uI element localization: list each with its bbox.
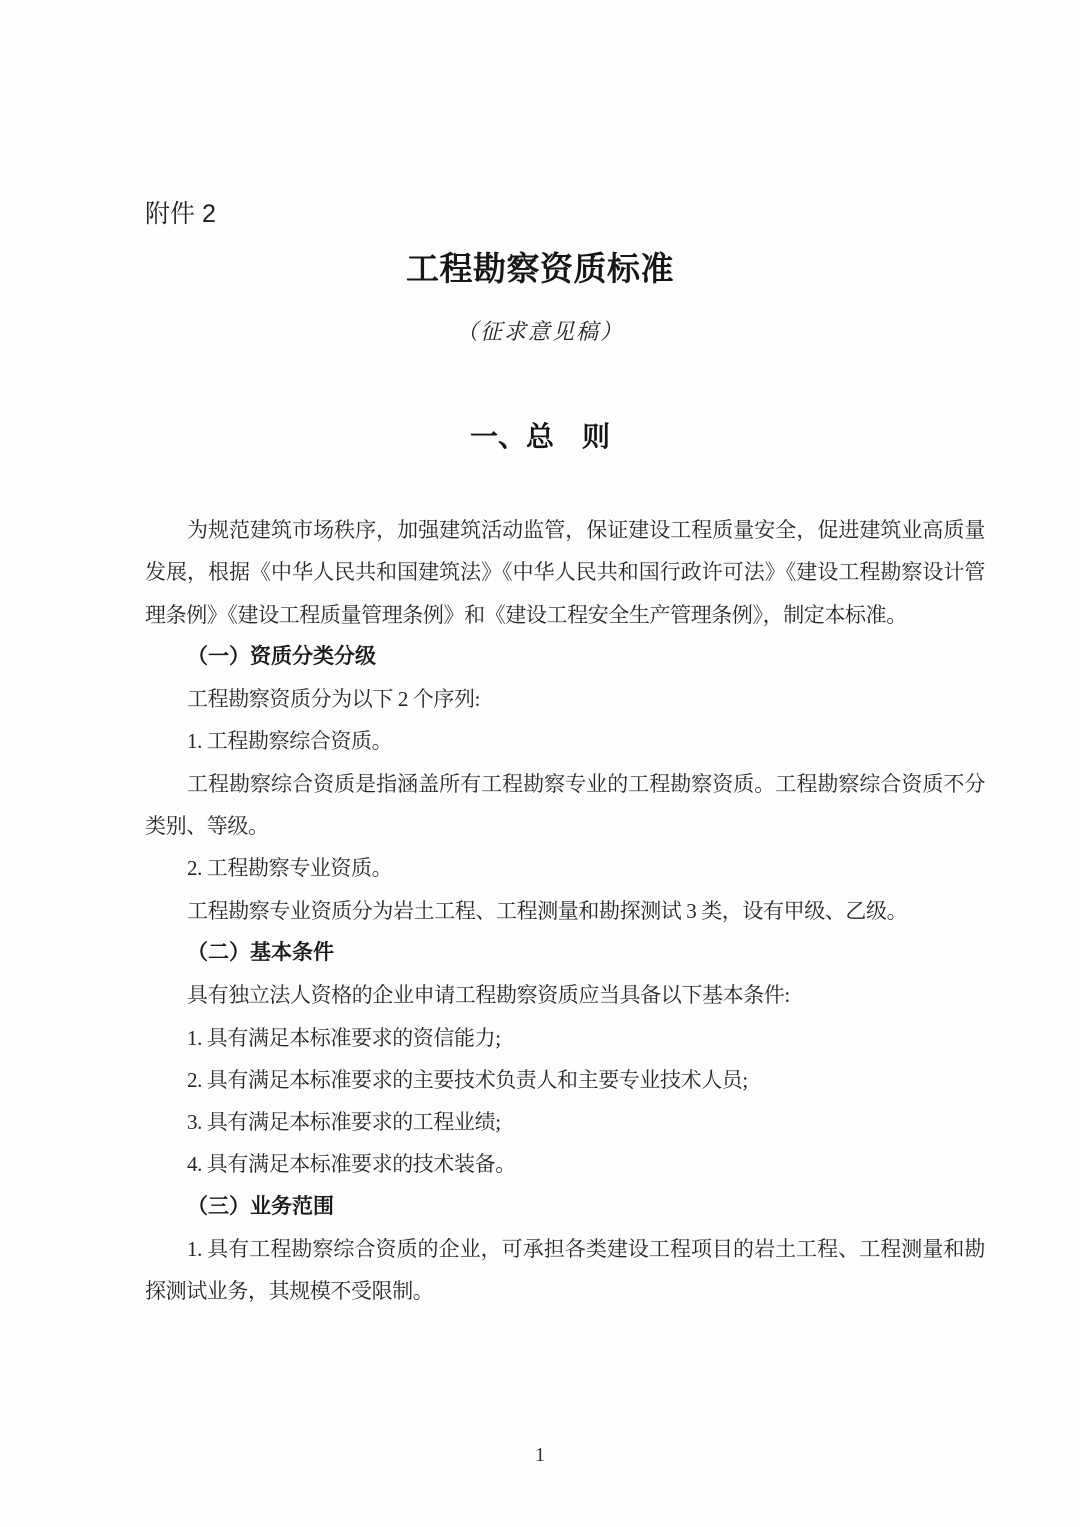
attachment-label: 附件 2 bbox=[145, 200, 216, 228]
paragraph: 工程勘察专业资质分为岩土工程、工程测量和勘探测试 3 类，设有甲级、乙级。 bbox=[187, 898, 908, 923]
paragraph: 1. 具有工程勘察综合资质的企业，可承担各类建设工程项目的岩土工程、工程测量和勘探测试业务，其规模不受限制。 bbox=[145, 1237, 985, 1304]
page-number: 1 bbox=[535, 1444, 545, 1466]
paragraph: 工程勘察资质分为以下 2 个序列: bbox=[187, 687, 481, 712]
document-title: 工程勘察资质标准 bbox=[406, 252, 674, 288]
document-body bbox=[145, 509, 985, 1313]
paragraph: 1. 具有满足本标准要求的资信能力; bbox=[187, 1025, 501, 1050]
paragraph: 2. 具有满足本标准要求的主要技术负责人和主要专业技术人员; bbox=[187, 1067, 748, 1092]
paragraph: 3. 具有满足本标准要求的工程业绩; bbox=[187, 1110, 501, 1135]
paragraph: 为规范建筑市场秩序，加强建筑活动监管，保证建设工程质量安全，促进建筑业高质量发展，根据《中华人民共和国建筑法》《中华人民共和国行政许可法》《建设工程勘察设计管理条例》《建设工程质量管理条例》和《建设工程安全生产管理条例》，制定本标准。 bbox=[145, 518, 985, 627]
paragraph: 具有独立法人资格的企业申请工程勘察资质应当具备以下基本条件: bbox=[187, 983, 790, 1008]
paragraph: 4. 具有满足本标准要求的技术装备。 bbox=[187, 1152, 516, 1177]
subsection-heading: （一）资质分类分级 bbox=[187, 644, 376, 668]
subsection-heading: （二）基本条件 bbox=[187, 940, 334, 964]
subsection-heading: （三）业务范围 bbox=[187, 1194, 334, 1218]
paragraph: 2. 工程勘察专业资质。 bbox=[187, 856, 393, 881]
paragraph: 工程勘察综合资质是指涵盖所有工程勘察专业的工程勘察资质。工程勘察综合资质不分类别、等级。 bbox=[145, 771, 985, 839]
chapter-heading: 一、总 则 bbox=[469, 421, 610, 452]
document-subtitle: （征求意见稿） bbox=[455, 319, 624, 344]
paragraph: 1. 工程勘察综合资质。 bbox=[187, 729, 393, 754]
